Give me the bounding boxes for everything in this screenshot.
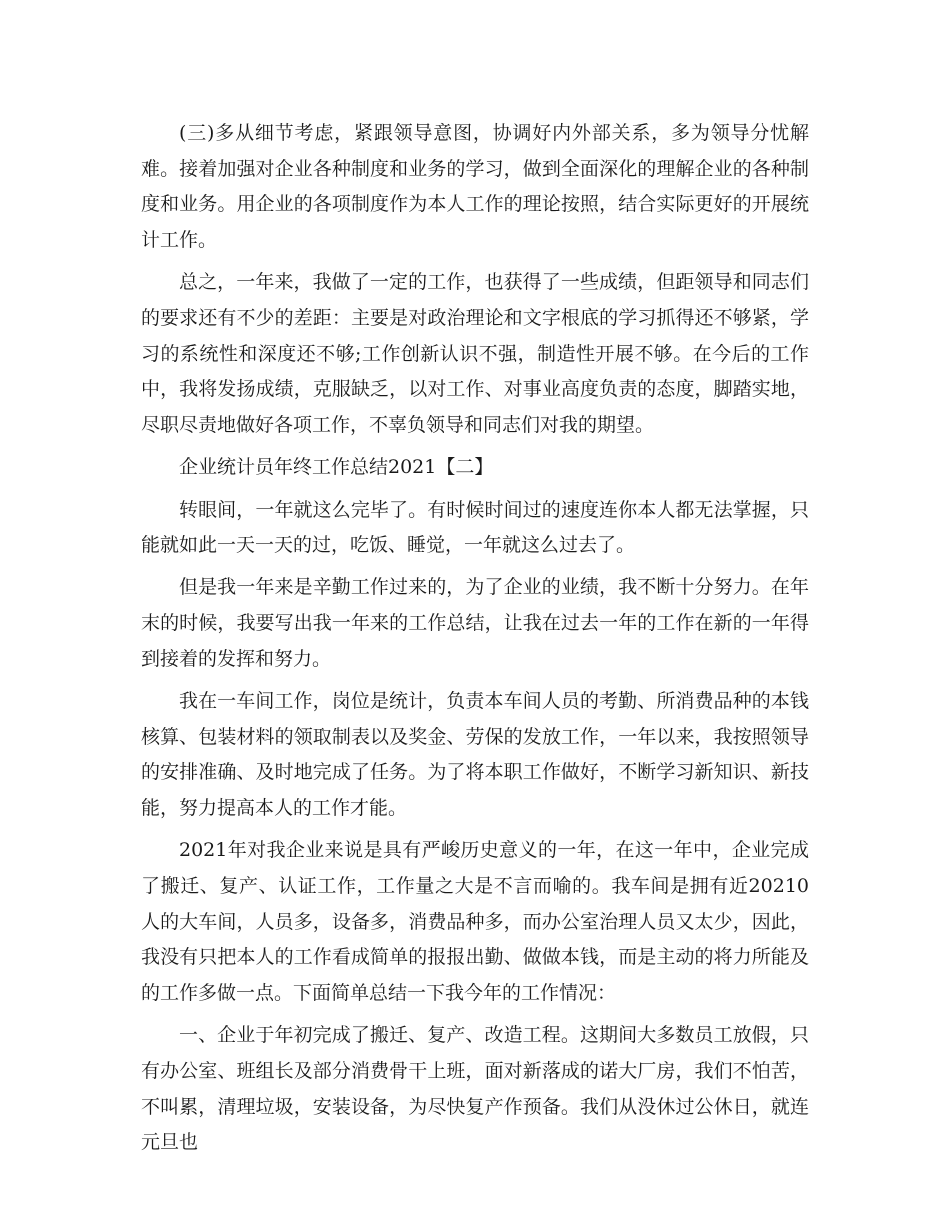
paragraph-summary: 总之，一年来，我做了一定的工作，也获得了一些成绩，但距领导和同志们的要求还有不少的差距：主要是对政治理论和文字根底的学习抓得还不够紧，学习的系统性和深度还不够;工作创新认识不强，制造性开展不够。在今后的工作中，我将发扬成绩，克服缺乏，以对工作、对事业高度负责的态度，脚踏实地，尽职尽责地做好各项工作，不辜负领导和同志们对我的期望。 [141, 271, 809, 437]
paragraph-year-significance: 2021年对我企业来说是具有严峻历史意义的一年，在这一年中，企业完成了搬迁、复产、认证工作，工作量之大是不言而喻的。我车间是拥有近20210人的大车间，人员多，设备多，消费品种多，而办公室治理人员又太少，因此，我没有只把本人的工作看成简单的报报出勤、做做本钱，而是主动的将力所能及的工作多做一点。下面简单总结一下我今年的工作情况： [141, 839, 809, 1005]
paragraph-detail-coordination: (三)多从细节考虑，紧跟领导意图，协调好内外部关系，多为领导分忧解难。接着加强对企业各种制度和业务的学习，做到全面深化的理解企业的各种制度和业务。用企业的各项制度作为本人工作的理论按照，结合实际更好的开展统计工作。 [141, 122, 809, 252]
paragraph-job-duties: 我在一车间工作，岗位是统计，负责本车间人员的考勤、所消费品种的本钱核算、包装材料的领取制表以及奖金、劳保的发放工作，一年以来，我按照领导的安排准确、及时地完成了任务。为了将本职工作做好，不断学习新知识、新技能，努力提高本人的工作才能。 [141, 690, 809, 820]
paragraph-relocation: 一、企业于年初完成了搬迁、复产、改造工程。这期间大多数员工放假，只有办公室、班组长及部分消费骨干上班，面对新落成的诺大厂房，我们不怕苦，不叫累，清理垃圾，安装设备，为尽快复产作预备。我们从没休过公休日，就连元旦也 [141, 1024, 809, 1154]
paragraph-year-passed: 转眼间，一年就这么完毕了。有时候时间过的速度连你本人都无法掌握，只能就如此一天一天的过，吃饭、睡觉，一年就这么过去了。 [141, 498, 809, 557]
paragraph-hard-work: 但是我一年来是辛勤工作过来的，为了企业的业绩，我不断十分努力。在年末的时候，我要写出我一年来的工作总结，让我在过去一年的工作在新的一年得到接着的发挥和努力。 [141, 576, 809, 670]
section-title: 企业统计员年终工作总结2021【二】 [179, 456, 494, 479]
document-body [141, 116, 809, 1168]
